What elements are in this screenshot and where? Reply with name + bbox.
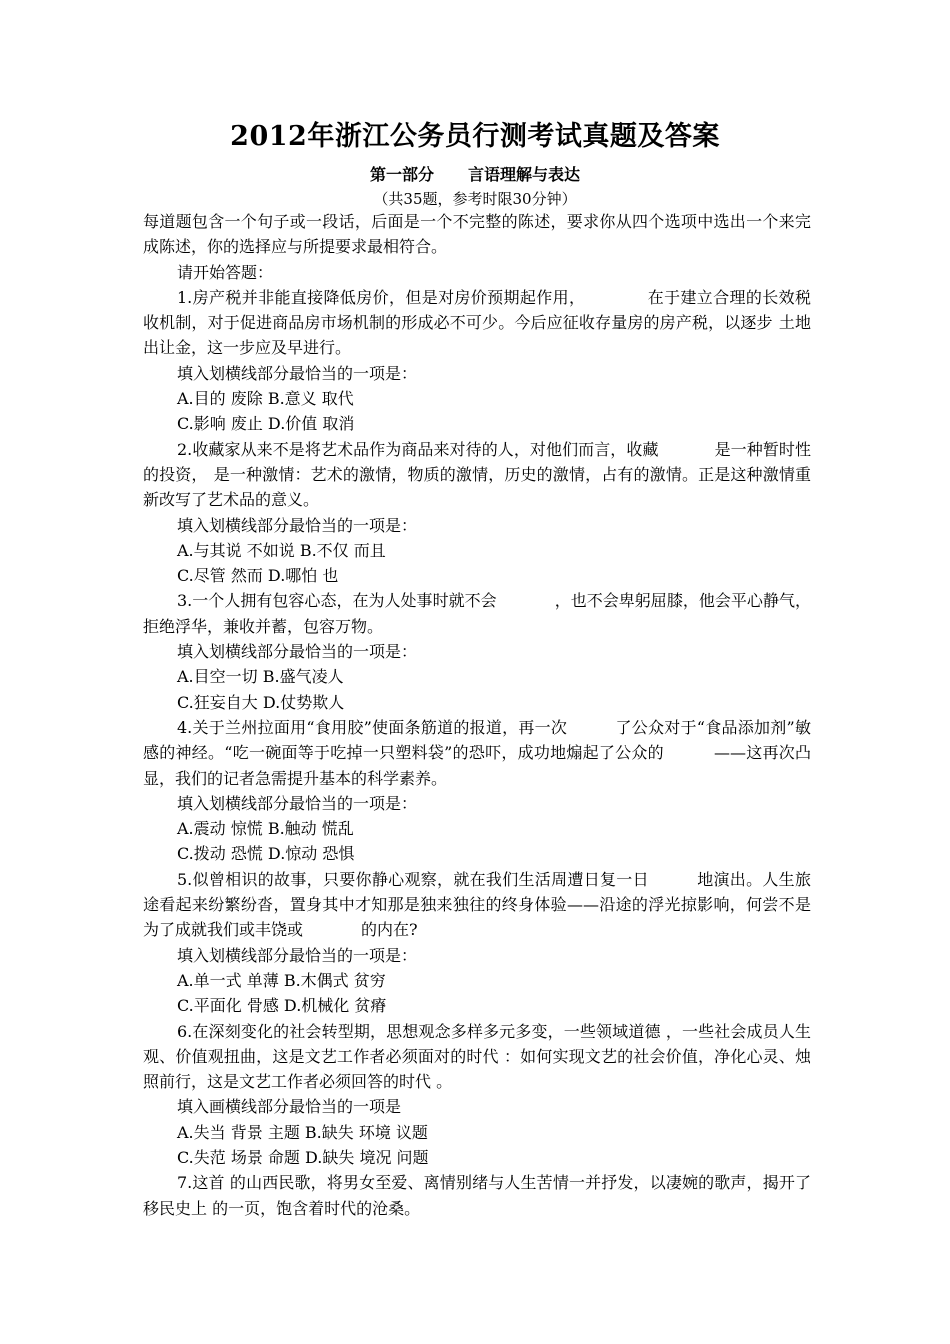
question-3-options-ab: A.目空一切 B.盛气凌人 (177, 667, 344, 687)
question-3-stem: 3.一个人拥有包容心态，在为人处事时就不会 ，也不会卑躬屈膝，他会平心静气，拒绝浮华，兼收并蓄，包容万物。 (143, 591, 811, 636)
question-4-stem: 4.关于兰州拉面用“食用胶”使面条筋道的报道，再一次 了公众对于“食品添加剂”敏感的神经。“吃一碗面等于吃掉一只塑料袋”的恐吓，成功地煽起了公众的 ——这再次凸显，我们的记者急需提升基本的科学素养。 (143, 717, 811, 788)
question-1-prompt: 填入划横线部分最恰当的一项是： (177, 363, 418, 383)
question-2-prompt: 填入划横线部分最恰当的一项是： (177, 515, 418, 535)
question-3-options-cd: C.狂妄自大 D.仗势欺人 (177, 692, 345, 712)
question-4-prompt: 填入划横线部分最恰当的一项是： (177, 793, 418, 813)
section-subtitle: （共35题，参考时限30分钟） (373, 190, 577, 208)
start-prompt: 请开始答题： (177, 262, 274, 282)
question-6-prompt: 填入画横线部分最恰当的一项是 (177, 1097, 402, 1117)
section-name: 言语理解与表达 (468, 165, 581, 184)
question-4-options-cd: C.拨动 恐慌 D.惊动 恐惧 (177, 844, 355, 864)
question-2-options-ab: A.与其说 不如说 B.不仅 而且 (177, 540, 386, 560)
question-5-options-cd: C.平面化 骨感 D.机械化 贫瘠 (177, 996, 387, 1016)
instructions-text: 每道题包含一个句子或一段话，后面是一个不完整的陈述，要求你从四个选项中选出一个来完成陈述，你的选择应与所提要求最相符合。 (143, 212, 811, 257)
document-body (143, 209, 811, 1221)
question-6-options-ab: A.失当 背景 主题 B.缺失 环境 议题 (177, 1122, 428, 1142)
question-6-options-cd: C.失范 场景 命题 D.缺失 境况 问题 (177, 1147, 429, 1167)
question-3-prompt: 填入划横线部分最恰当的一项是： (177, 642, 418, 662)
question-1-stem: 1.房产税并非能直接降低房价，但是对房价预期起作用， 在于建立合理的长效税收机制，对于促进商品房市场机制的形成必不可少。今后应征收存量房的房产税，以逐步 土地出让金，这一步应及早进行。 (143, 287, 811, 358)
question-4-options-ab: A.震动 惊慌 B.触动 慌乱 (177, 819, 354, 839)
question-5-options-ab: A.单一式 单薄 B.木偶式 贫穷 (177, 970, 386, 990)
section-part: 第一部分 (369, 165, 434, 184)
question-6-stem: 6.在深刻变化的社会转型期，思想观念多样多元多变，一些领域道德 ，一些社会成员人生观、价值观扭曲，这是文艺工作者必须面对的时代 ：如何实现文艺的社会价值，净化心灵、烛照前行，这是文艺工作者必须回答的时代 。 (143, 1021, 811, 1092)
question-2-options-cd: C.尽管 然而 D.哪怕 也 (177, 566, 339, 586)
question-5-prompt: 填入划横线部分最恰当的一项是： (177, 945, 418, 965)
question-1-options-cd: C.影响 废止 D.价值 取消 (177, 414, 355, 434)
question-7-stem: 7.这首 的山西民歌，将男女至爱、离情别绪与人生苦情一并抒发，以凄婉的歌声，揭开了移民史上 的一页，饱含着时代的沧桑。 (143, 1173, 811, 1218)
question-1-options-ab: A.目的 废除 B.意义 取代 (177, 389, 354, 409)
question-5-stem: 5.似曾相识的故事，只要你静心观察，就在我们生活周遭日复一日 地演出。人生旅途看起来纷繁纷沓，置身其中才知那是独来独往的终身体验——沿途的浮光掠影响，何尝不是为了成就我们或丰饶或 的内在? (143, 869, 811, 940)
question-2-stem: 2.收藏家从来不是将艺术品作为商品来对待的人，对他们而言，收藏 是一种暂时性的投资， 是一种激情：艺术的激情，物质的激情，历史的激情，占有的激情。正是这种激情重新改写了艺术品的意义。 (143, 439, 811, 510)
document-title: 2012年浙江公务员行测考试真题及答案 (230, 121, 720, 152)
section-heading (0, 163, 950, 187)
